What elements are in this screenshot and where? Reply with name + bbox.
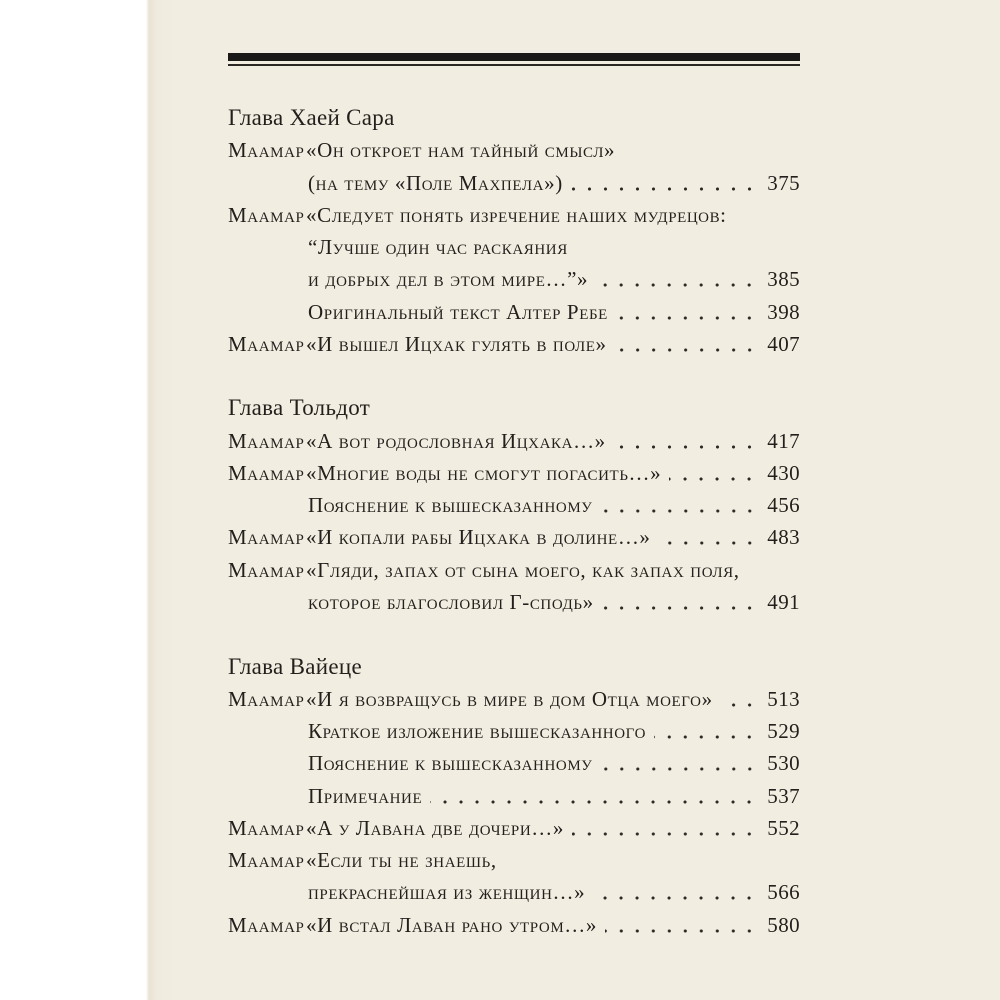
leader-dots bbox=[614, 425, 758, 457]
entry-label: Маамар bbox=[228, 686, 305, 711]
entry-title: «И вышел Ицхак гулять в поле» bbox=[306, 331, 607, 356]
entry-label: Маамар bbox=[228, 848, 305, 873]
page-number: 407 bbox=[767, 331, 800, 356]
section-gap bbox=[228, 360, 800, 392]
entry-title: Пояснение к вышесказанному bbox=[308, 751, 593, 776]
header-rule-thick bbox=[228, 53, 800, 61]
entry-title: Оригинальный текст Алтер Ребе bbox=[308, 299, 608, 324]
entry-title: «А у Лавана две дочери…» bbox=[306, 815, 564, 840]
entry-title: Пояснение к вышесказанному bbox=[308, 493, 593, 518]
entry-title: Примечание bbox=[308, 783, 423, 808]
page-number: 385 bbox=[767, 267, 800, 292]
entry-title: и добрых дел в этом мире…”» bbox=[308, 267, 589, 292]
toc-entry bbox=[228, 231, 800, 263]
entry-label: Маамар bbox=[228, 557, 305, 582]
section-heading: Глава Вайеце bbox=[228, 653, 362, 679]
toc-entry bbox=[228, 554, 800, 586]
toc-entry bbox=[228, 296, 800, 328]
toc-entry bbox=[228, 844, 800, 876]
entry-title: «Следует понять изречение наших мудрецов: bbox=[306, 202, 727, 227]
leader-dots bbox=[669, 457, 757, 489]
leader-dots bbox=[654, 715, 757, 747]
entry-label: Маамар bbox=[228, 460, 305, 485]
toc-entry bbox=[228, 263, 800, 295]
toc-entry bbox=[228, 812, 800, 844]
entry-label: Маамар bbox=[228, 138, 305, 163]
section-gap bbox=[228, 618, 800, 650]
leader-dots bbox=[615, 328, 758, 360]
toc-entry bbox=[228, 780, 800, 812]
page-number: 530 bbox=[767, 751, 800, 776]
entry-label: Маамар bbox=[228, 202, 305, 227]
page-number: 552 bbox=[767, 815, 800, 840]
leader-dots bbox=[616, 296, 757, 328]
leader-dots bbox=[659, 521, 758, 553]
section-heading: Глава Тольдот bbox=[228, 395, 371, 421]
toc-entry bbox=[228, 683, 800, 715]
entry-title: «И я возвращусь в мире в дом Отца моего» bbox=[306, 686, 713, 711]
entry-title: “Лучше один час раскаяния bbox=[308, 235, 568, 260]
entry-title: «Многие воды не смогут погасить…» bbox=[306, 460, 662, 485]
entry-label: Маамар bbox=[228, 331, 305, 356]
toc-entry bbox=[228, 876, 800, 908]
header-rule-thin bbox=[228, 64, 800, 66]
page-number: 456 bbox=[767, 493, 800, 518]
toc-entry bbox=[228, 425, 800, 457]
toc-entry bbox=[228, 586, 800, 618]
entry-title: «Если ты не знаешь, bbox=[306, 848, 497, 873]
page-number: 375 bbox=[767, 170, 800, 195]
toc-entry bbox=[228, 328, 800, 360]
page-number: 417 bbox=[767, 428, 800, 453]
entry-title: которое благословил Г-сподь» bbox=[308, 589, 594, 614]
entry-title: Краткое изложение вышесказанного bbox=[308, 719, 647, 744]
page-number: 529 bbox=[767, 719, 800, 744]
toc-entry bbox=[228, 457, 800, 489]
page-number: 537 bbox=[767, 783, 800, 808]
leader-dots bbox=[572, 812, 757, 844]
entry-label: Маамар bbox=[228, 428, 305, 453]
entry-title: (на тему «Поле Махпела») bbox=[308, 170, 563, 195]
page-number: 580 bbox=[767, 912, 800, 937]
toc-entry bbox=[228, 909, 800, 941]
leader-dots bbox=[721, 683, 758, 715]
entry-title: «И копали рабы Ицхака в долине…» bbox=[306, 525, 651, 550]
entry-title: «Гляди, запах от сына моего, как запах поля, bbox=[306, 557, 740, 582]
leader-dots bbox=[601, 489, 758, 521]
entry-title: «И встал Лаван рано утром…» bbox=[306, 912, 597, 937]
toc-entry bbox=[228, 521, 800, 553]
toc-entry bbox=[228, 747, 800, 779]
toc-entry bbox=[228, 715, 800, 747]
entry-label: Маамар bbox=[228, 815, 305, 840]
entry-title: прекраснейшая из женщин…» bbox=[308, 880, 586, 905]
leader-dots bbox=[593, 876, 757, 908]
leader-dots bbox=[596, 263, 757, 295]
leader-dots bbox=[605, 909, 757, 941]
entry-label: Маамар bbox=[228, 525, 305, 550]
page-number: 491 bbox=[767, 589, 800, 614]
toc-entry bbox=[228, 134, 800, 166]
page-number: 513 bbox=[767, 686, 800, 711]
leader-dots bbox=[601, 747, 758, 779]
toc-entry bbox=[228, 199, 800, 231]
page-number: 566 bbox=[767, 880, 800, 905]
table-of-contents bbox=[228, 102, 800, 941]
leader-dots bbox=[602, 586, 758, 618]
page-number: 483 bbox=[767, 525, 800, 550]
entry-title: «Он откроет нам тайный смысл» bbox=[306, 138, 616, 163]
section-heading: Глава Хаей Сара bbox=[228, 105, 395, 130]
toc-entry bbox=[228, 167, 800, 199]
toc-entry bbox=[228, 489, 800, 521]
entry-title: «А вот родословная Ицхака…» bbox=[306, 428, 606, 453]
leader-dots bbox=[430, 780, 757, 812]
page-number: 430 bbox=[767, 460, 800, 485]
page-number: 398 bbox=[767, 299, 800, 324]
entry-label: Маамар bbox=[228, 912, 305, 937]
leader-dots bbox=[571, 167, 757, 199]
